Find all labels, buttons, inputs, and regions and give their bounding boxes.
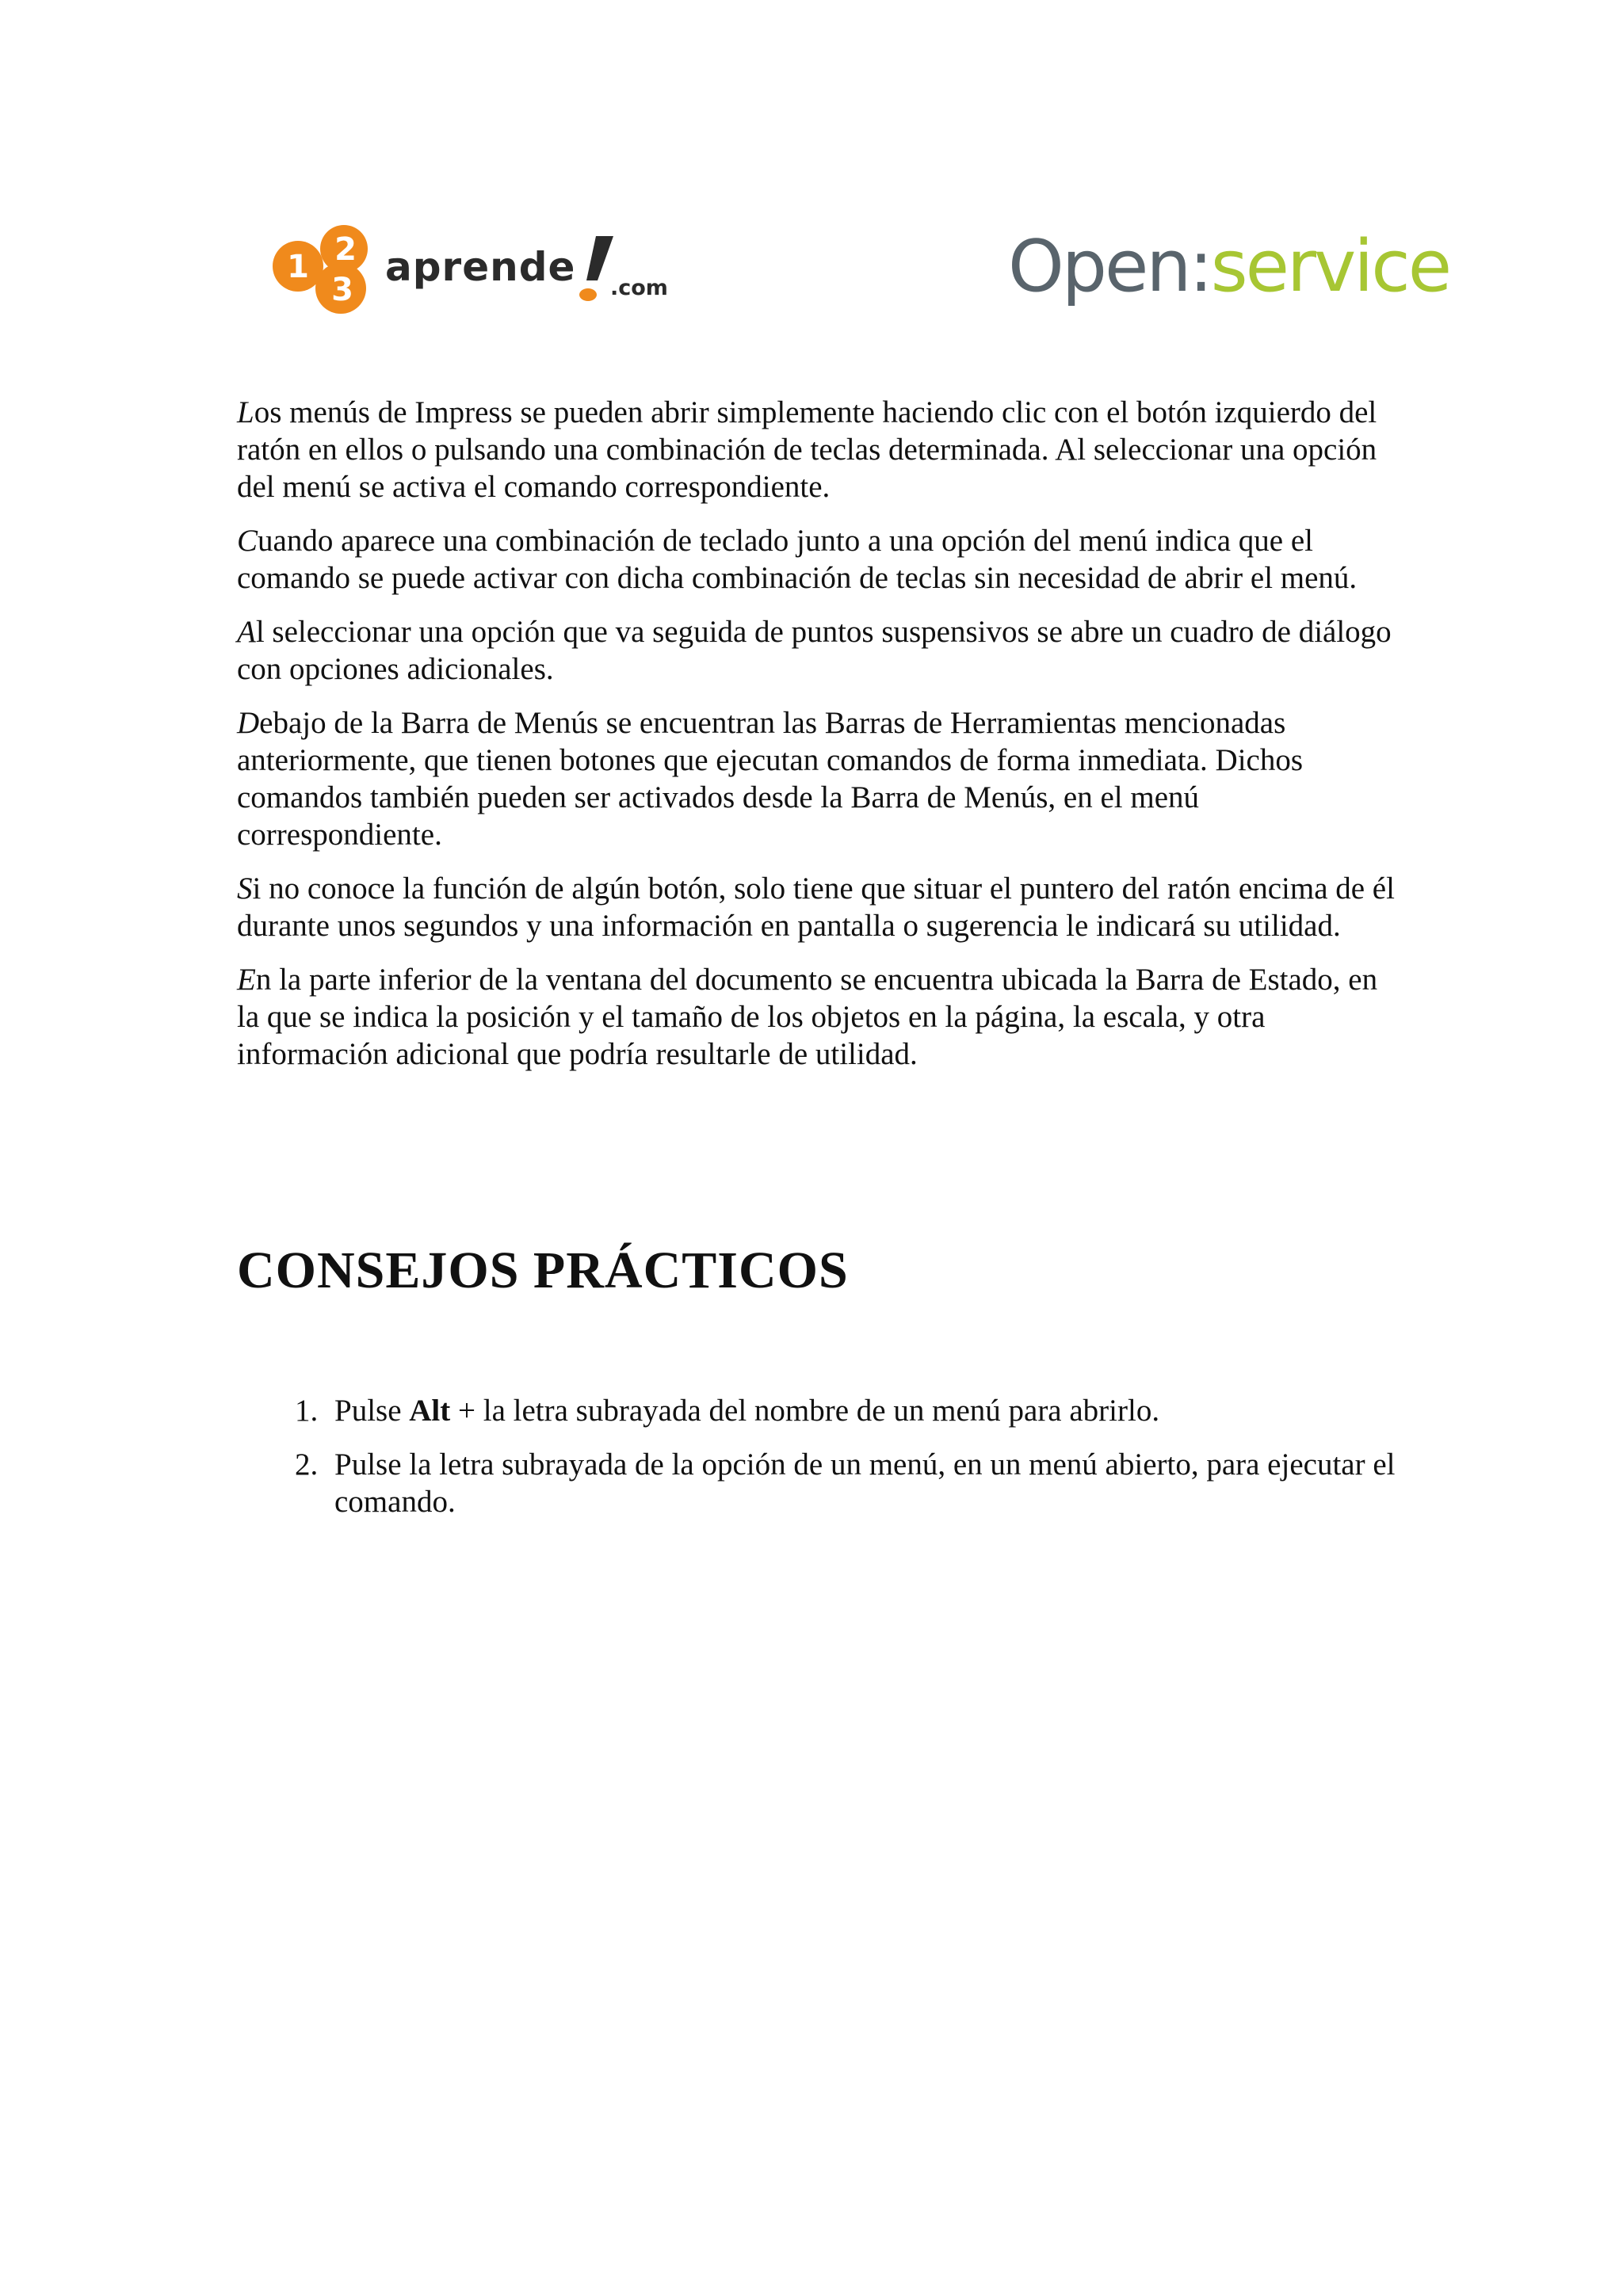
aprende-logo-suffix: .com xyxy=(610,276,668,300)
aprende-logo xyxy=(271,225,683,317)
paragraph: Debajo de la Barra de Menús se encuentran las Barras de Herramientas mencionadas anteriormente, que tienen botones que ejecutan comandos de forma inmediata. Dichos comandos también pueden ser activados desde la Barra de Menús, en el menú correspondiente. xyxy=(237,706,1304,852)
list-item-number: 2. xyxy=(295,1447,319,1482)
body-text xyxy=(237,394,1402,1089)
logo-digit-3: 3 xyxy=(331,272,353,308)
aprende-logo-word: aprende xyxy=(385,244,576,290)
paragraph: En la parte inferior de la ventana del documento se encuentra ubicada la Barra de Estado, en la que se indica la posición y el tamaño de los objetos en la página, la escala, y otra información adicional que podría resultarle de utilidad. xyxy=(237,963,1378,1071)
openservice-logo-open: Open xyxy=(1008,225,1190,308)
list-item-number: 1. xyxy=(295,1394,319,1428)
tips-list xyxy=(295,1392,1404,1537)
openservice-logo xyxy=(1008,223,1449,311)
logo-digit-1: 1 xyxy=(287,249,309,285)
logo-digit-2: 2 xyxy=(334,231,357,268)
keyboard-key: Alt xyxy=(409,1394,451,1428)
paragraph: Los menús de Impress se pueden abrir simplemente haciendo clic con el botón izquierdo del ratón en ellos o pulsando una combinación de teclas determinada. Al seleccionar una opción del menú se activa el comando correspondiente. xyxy=(237,395,1377,504)
aprende-circles-icon xyxy=(271,225,390,317)
openservice-logo-service: service xyxy=(1210,225,1450,308)
paragraph: Al seleccionar una opción que va seguida de puntos suspensivos se abre un cuadro de diálogo con opciones adicionales. xyxy=(237,615,1392,686)
list-item: 2. Pulse la letra subrayada de la opción de un menú, en un menú abierto, para ejecutar el comando. xyxy=(295,1447,1396,1519)
list-item: 1. Pulse Alt + la letra subrayada del nombre de un menú para abrirlo. xyxy=(295,1394,1160,1428)
section-heading: CONSEJOS PRÁCTICOS xyxy=(237,1241,849,1299)
paragraph: Cuando aparece una combinación de teclado junto a una opción del menú indica que el comando se puede activar con dicha combinación de teclas sin necesidad de abrir el menú. xyxy=(237,524,1358,595)
openservice-logo-separator: : xyxy=(1189,225,1211,308)
paragraph: Si no conoce la función de algún botón, solo tiene que situar el puntero del ratón encima de él durante unos segundos y una información en pantalla o sugerencia le indicará su utilidad. xyxy=(237,871,1395,943)
